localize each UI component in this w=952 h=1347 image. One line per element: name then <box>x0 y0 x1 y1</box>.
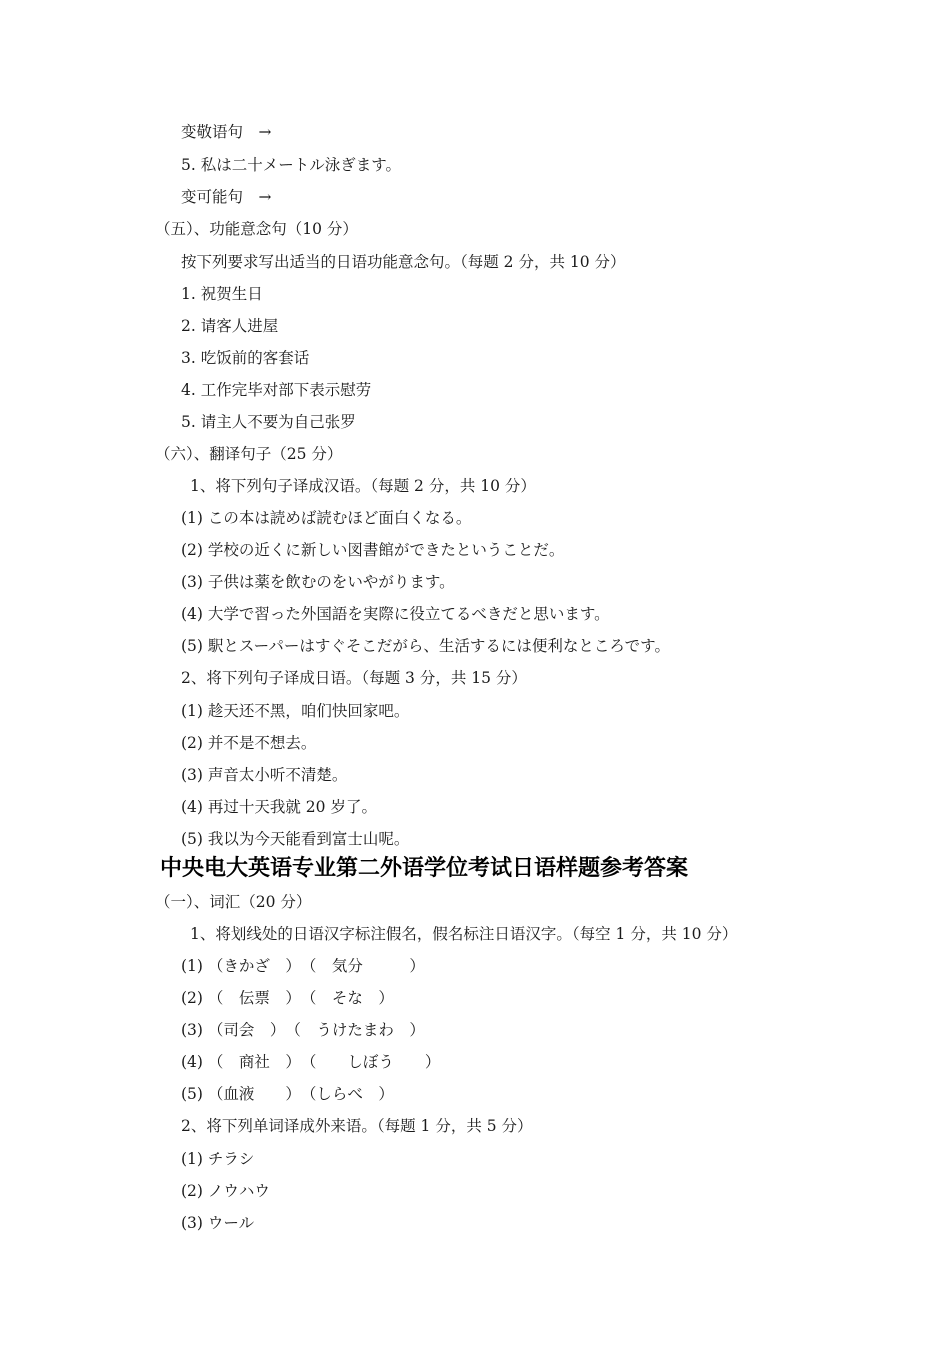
answer-item: (3) ウール <box>181 1214 255 1232</box>
list-item: (4) 再过十天我就 20 岁了。 <box>181 798 377 816</box>
answer-item: (2) （ 伝票 ） （ そな ） <box>181 989 394 1007</box>
text-line: 变敬语句 → <box>181 123 272 141</box>
answer-item: (5) （血液 ） （しらべ ） <box>181 1085 394 1103</box>
list-item: 2. 请客人进屋 <box>181 317 279 335</box>
list-item: (2) 学校の近くに新しい図書館ができたということだ。 <box>181 541 565 559</box>
instruction-line: 1、将划线处的日语汉字标注假名，假名标注日语汉字。（每空 1 分，共 10 分） <box>190 925 738 943</box>
instruction-line: 2、将下列单词译成外来语。（每题 1 分，共 5 分） <box>181 1117 533 1135</box>
text-line: 变可能句 → <box>181 188 272 206</box>
list-item: 1. 祝贺生日 <box>181 285 263 303</box>
list-item: (4) 大学で習った外国語を実際に役立てるべきだと思います。 <box>181 605 610 623</box>
answer-item: (1) （きかざ ） （ 気分 ） <box>181 957 425 975</box>
instruction-line: 2、将下列句子译成日语。（每题 3 分，共 15 分） <box>181 669 527 687</box>
instruction-line: 1、将下列句子译成汉语。（每题 2 分，共 10 分） <box>190 477 536 495</box>
list-item: (1) この本は読めば読むほど面白くなる。 <box>181 509 472 527</box>
list-item: 5. 请主人不要为自己张罗 <box>181 413 356 431</box>
section-heading: （一）、词汇（20 分） <box>155 893 312 911</box>
answer-item: (2) ノウハウ <box>181 1182 270 1200</box>
text-line: 5. 私は二十メートル泳ぎます。 <box>181 156 401 174</box>
section-heading: （五）、功能意念句（10 分） <box>155 220 358 238</box>
list-item: (2) 并不是不想去。 <box>181 734 317 752</box>
list-item: (3) 子供は薬を飲むのをいやがります。 <box>181 573 455 591</box>
answer-key-title: 中央电大英语专业第二外语学位考试日语样题参考答案 <box>160 856 689 881</box>
list-item: 4. 工作完毕对部下表示慰劳 <box>181 381 372 399</box>
list-item: (5) 我以为今天能看到富士山呢。 <box>181 830 410 848</box>
list-item: 3. 吃饭前的客套话 <box>181 349 310 367</box>
list-item: (1) 趁天还不黑，咱们快回家吧。 <box>181 702 410 720</box>
answer-item: (3) （司会 ） （ うけたまわ ） <box>181 1021 425 1039</box>
section-heading: （六）、翻译句子（25 分） <box>155 445 343 463</box>
answer-item: (4) （ 商社 ） （ しぼう ） <box>181 1053 441 1071</box>
list-item: (5) 駅とスーパーはすぐそこだがら、生活するには便利なところです。 <box>181 637 670 655</box>
answer-item: (1) チラシ <box>181 1150 255 1168</box>
instruction-line: 按下列要求写出适当的日语功能意念句。（每题 2 分，共 10 分） <box>181 253 626 271</box>
list-item: (3) 声音太小听不清楚。 <box>181 766 348 784</box>
